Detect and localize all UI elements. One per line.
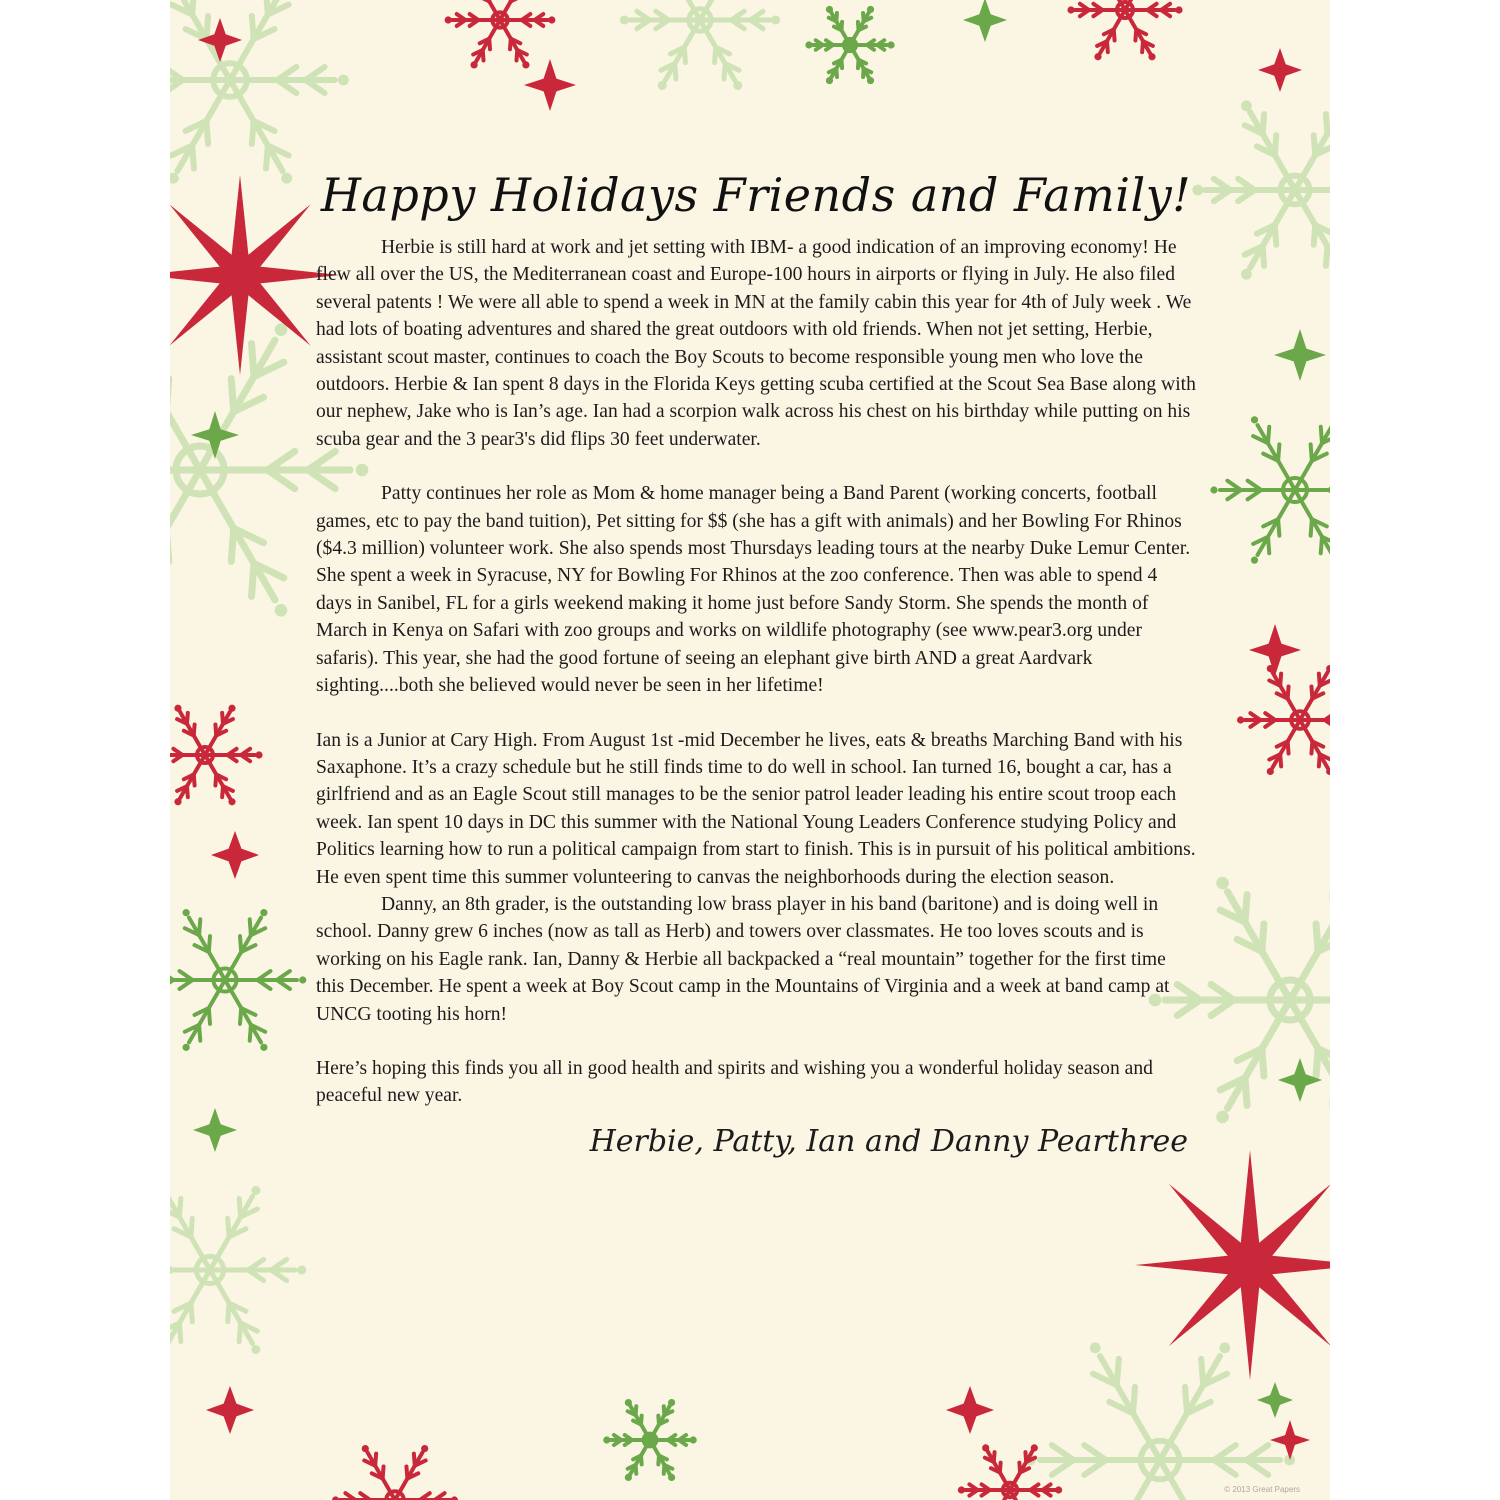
- star-green-left-lower: [193, 1108, 237, 1152]
- star-red-right: [1249, 624, 1301, 676]
- snowflake-green-left: [170, 909, 306, 1051]
- paragraph-herbie: Herbie is still hard at work and jet setting with IBM- a good indication of an improving economy! He flew all over the US, the Mediterranean coast and Europe-100 hours in airports or flying in July. He also filed several patents ! We were all able to spend a week in MN at the family cabin this year for 4th of July week . We had lots of boating adventures and shared the great outdoors with old friends. When not jet setting, Herbie, assistant scout master, continues to coach the Boy Scouts to become responsible young men who love the outdoors. Herbie & Ian spent 8 days in the Florida Keys getting scuba certified at the Scout Sea Base along with our nephew, Jake who is Ian’s age. Ian had a scorpion walk across his chest on his birthday while putting on his scuba gear and the 3 pear3's did flips 30 feet underwater.: [316, 237, 1196, 450]
- snowflake-green-right: [1210, 416, 1330, 563]
- star-red-topright: [1258, 48, 1302, 92]
- snowflake-red-top: [445, 0, 556, 68]
- snowflake-green-top: [805, 6, 894, 84]
- letter-content: [316, 168, 1196, 1159]
- holiday-letter-paper: [170, 0, 1330, 1500]
- snowflake-red-topright: [1067, 0, 1182, 60]
- paragraph-danny: Danny, an 8th grader, is the outstanding low brass player in his band (baritone) and is doing well in school. Danny grew 6 inches (now as tall as Herb) and towers over classmates. He too loves scouts and is working on his Eagle rank. Ian, Danny & Herbie all backpacked a “real mountain” together for the first time this December. He spent a week at Boy Scout camp in the Mountains of Virginia and a week at band camp at UNCG tooting his horn!: [316, 893, 1170, 1025]
- star-red-left-lower: [211, 831, 259, 879]
- snowflake-red-bottom-right: [958, 1444, 1062, 1500]
- snowflake-left-lower: [170, 1186, 306, 1354]
- letter-title: Happy Holidays Friends and Family!: [320, 168, 1192, 222]
- star-red-bottom: [946, 1386, 994, 1434]
- snowflake-red-right: [1237, 665, 1330, 775]
- paragraph-ian: Ian is a Junior at Cary High. From August 1st -mid December he lives, eats & breaths Marching Band with his Saxaphone. It’s a crazy schedule but he still finds time to do well in school. Ian turned 16, bought a car, has a girlfriend and as an Eagle Scout still manages to be the senior patrol leader leading his entire scout troop each week. Ian spent 10 days in DC this summer with the National Young Leaders Conference studying Policy and Politics learning how to run a political campaign from start to finish. This is in pursuit of his political ambitions. He even spent time this summer volunteering to canvas the neighborhoods during the election season.: [316, 729, 1196, 888]
- star-green-bottomright: [1257, 1382, 1293, 1418]
- star-red-large-right: [1135, 1150, 1330, 1380]
- snowflake-green-bottom: [603, 1399, 697, 1481]
- snowflake-red-bottom: [332, 1445, 458, 1500]
- star-green-top: [963, 0, 1007, 42]
- paragraph-patty: Patty continues her role as Mom & home manager being a Band Parent (working concerts, football games, etc to pay the band tuition), Pet sitting for $$ (she has a gift with animals) and her Bowling For Rhinos ($4.3 million) volunteer work. She also spends most Thursdays leading tours at the nearby Duke Lemur Center. She spent a week in Syracuse, NY for Bowling For Rhinos at the zoo conference. Then was able to spend 4 days in Sanibel, FL for a girls weekend making it home just before Sandy Storm. She spends the month of March in Kenya on Safari with zoo groups and works on wildlife photography (see www.pear3.org under safaris). This year, she had the good fortune of seeing an elephant give birth AND a great Aardvark sighting....both she believed would never be seen in her lifetime!: [316, 483, 1191, 697]
- letter-signature: Herbie, Patty, Ian and Danny Pearthree: [589, 1123, 1188, 1159]
- star-red-top: [524, 59, 576, 111]
- snowflake-large-topleft: [170, 0, 349, 184]
- copyright-note: © 2013 Great Papers: [1224, 1485, 1300, 1494]
- star-green-right: [1274, 329, 1326, 381]
- snowflake-red-left: [170, 705, 263, 806]
- star-red-bottomright: [1270, 1420, 1310, 1460]
- snowflake-top-center: [620, 0, 780, 90]
- paragraph-closing: Here’s hoping this finds you all in good health and spirits and wishing you a wonderful holiday season and peaceful new year.: [316, 1057, 1153, 1107]
- star-red-bottomleft: [206, 1386, 254, 1434]
- snowflake-large-bottomright: [1025, 1342, 1295, 1500]
